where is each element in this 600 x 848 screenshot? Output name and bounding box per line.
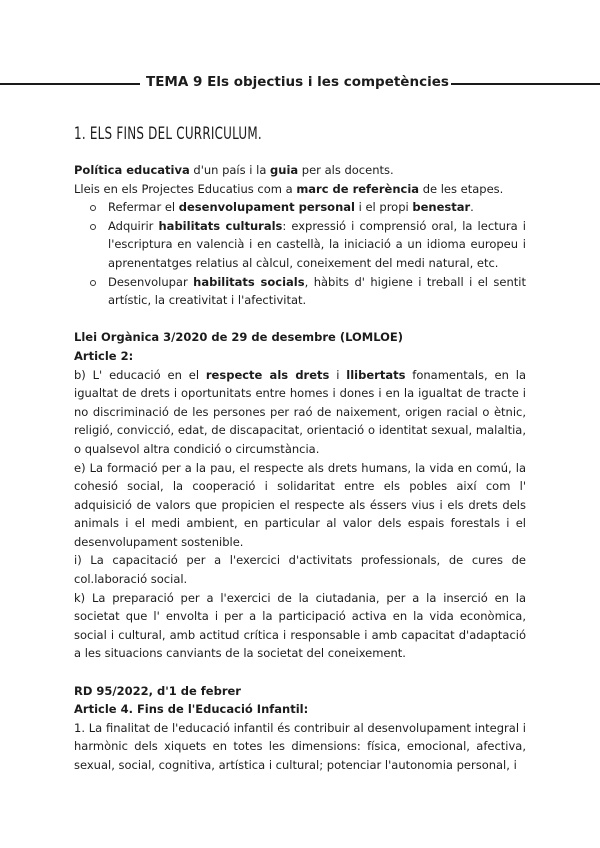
intro-paragraph-1 [74,161,526,180]
rd-heading: RD 95/2022, d'1 de febrer [74,683,241,698]
rd-paragraph-1: 1. La finalitat de l'educació infantil és contribuir al desenvolupament integral i harmònic dels xiquets en totes les dimensions: física, emocional, afectiva, sexual, social, cognitiva, artística i cultural; potenciar l'autonomia personal, i [74,720,526,772]
bold-term: guia [270,163,299,177]
bold-term: marc de referència [296,181,420,196]
text-run: per als docents. [298,163,394,177]
topic-title: TEMA 9 Els objectius i les competències [146,74,449,90]
bold-term: habilitats culturals [158,218,283,233]
text-run: Lleis en els Projectes Educatius com a [74,181,297,196]
lomloe-item-k: k) La preparació per a l'exercici de la ciutadania, per a la inserció en la societat que l' envolta i per a la participació activa en la vida econòmica, social i cultural, amb actitud crítica i responsable i amb capacitat d'adaptació a les situacions canviants de la societat del coneixement. [74,590,526,661]
list-item [108,217,526,273]
lomloe-heading: Llei Orgànica 3/2020 de 29 de desembre (LOMLOE) [74,330,404,345]
lomloe-item-b [74,366,526,459]
document-body [74,161,526,775]
intro-paragraph-2 [74,180,526,199]
lomloe-article: Article 2: [74,348,134,363]
lomloe-item-i: i) La capacitació per a l'exercici d'activitats professionals, de cures de col.laboració social. [74,553,526,587]
text-run: : expressió i comprensió oral, la lectura i l'escriptura en valencià i en castellà, la iniciació a un idioma europeu i aprenentatges relatius al càlcul, coneixement del medi natural, etc. [108,218,526,270]
text-run: , hàbits d' higiene i treball i el sentit artístic, la creativitat i l'afectivitat. [108,274,527,308]
bold-term: llibertats [346,367,406,382]
lomloe-item-e: e) La formació per a la pau, el respecte als drets humans, la vida en comú, la cohesió social, la cooperació i solidaritat entre els pobles així com l' adquisició de valors que propicien el respecte als éssers vius i els drets dels animals i el medi ambient, en particular al valor dels espais forestals i el desenvolupament sostenible. [74,460,526,549]
rd-article: Article 4. Fins de l'Educació Infantil: [74,702,309,717]
bold-term: desenvolupament personal [178,200,355,215]
bold-term: benestar [412,200,471,215]
text-run: de les etapes. [419,181,504,196]
bold-term: habilitats socials [193,274,305,289]
section-title: 1. ELS FINS DEL CURRICULUM. [74,124,262,144]
text-run: Refermar el [108,200,179,215]
text-run: fonamentals, en la igualtat de drets i oportunitats entre homes i dones i en la igualtat de tracte i no discriminació de les persones per raó de naixement, origen racial o ètnic, religió, convicció, edat, de discapacitat, orientació o identitat sexual, malaltia, o qualsevol altra condició o circumstància. [74,367,527,456]
text-run: i [329,367,347,382]
text-run: Adquirir [108,218,159,233]
text-run: i el propi [354,200,413,215]
header-rule-right [451,83,600,85]
bold-term: Política educativa [74,163,190,177]
header-rule-left [0,83,140,85]
text-run: d'un país i la [189,163,271,177]
list-item [108,198,526,217]
aims-list [74,198,526,310]
text-run: . [470,200,474,215]
text-run: b) L' educació en el [74,367,206,382]
list-item [108,273,526,310]
text-run: Desenvolupar [108,274,194,289]
bold-term: respecte als drets [205,367,330,382]
page-header [0,70,600,98]
